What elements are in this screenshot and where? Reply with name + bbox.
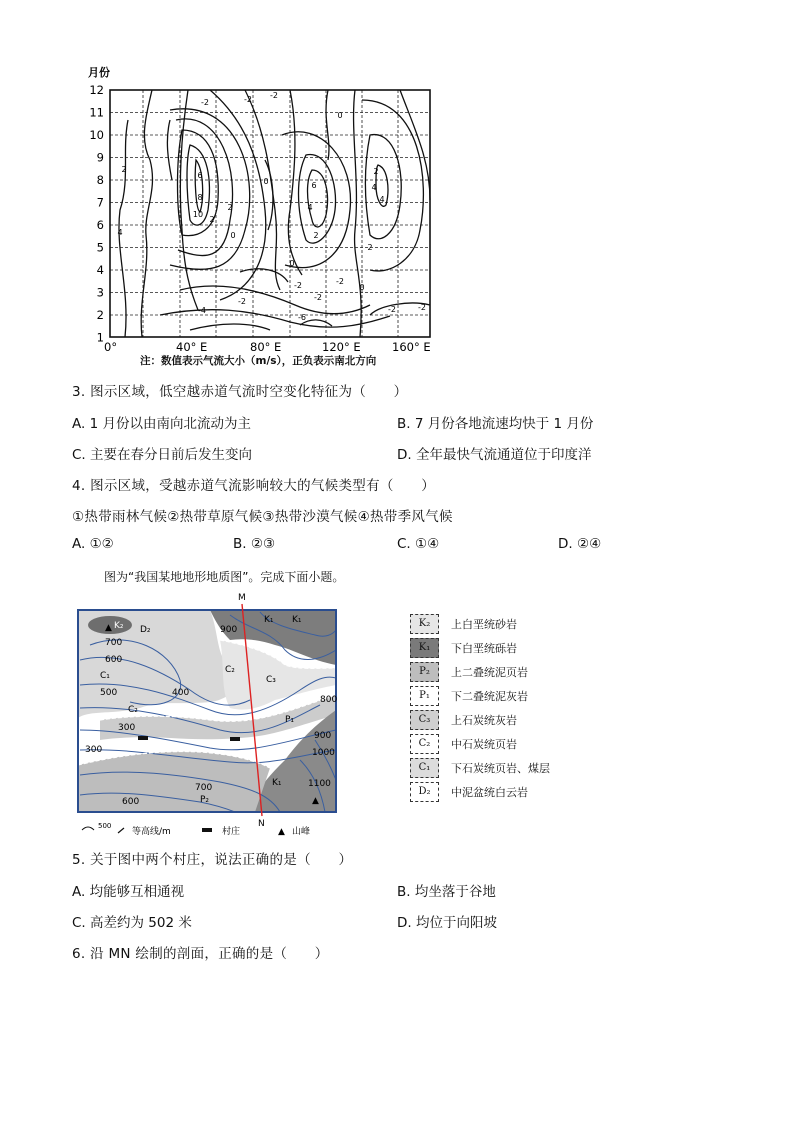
svg-text:600: 600 (105, 655, 123, 665)
svg-text:-2: -2 (388, 305, 396, 314)
svg-text:4: 4 (117, 228, 123, 237)
svg-text:900: 900 (220, 625, 238, 635)
svg-text:C₂: C₂ (225, 665, 235, 675)
svg-text:-2: -2 (314, 293, 322, 302)
question-3-option-a[interactable]: A. 1 月份以由南向北流动为主 (72, 416, 251, 432)
grid (110, 90, 430, 337)
question-4-stem: 4. 图示区域，受越赤道气流影响较大的气候类型有（ ） (72, 478, 436, 494)
month-ticks (89, 83, 104, 345)
svg-text:-2: -2 (336, 277, 344, 286)
question-4-option-b[interactable]: B. ②③ (233, 536, 276, 552)
map-key (82, 822, 310, 837)
svg-text:400: 400 (172, 688, 190, 698)
question-4-option-c[interactable]: C. ①④ (397, 536, 440, 552)
svg-text:300: 300 (85, 745, 103, 755)
svg-text:-2: -2 (418, 303, 426, 312)
svg-text:1000: 1000 (312, 748, 335, 758)
svg-text:0: 0 (263, 177, 269, 186)
question-5-option-c[interactable]: C. 高差约为 502 米 (72, 915, 192, 931)
question-5-stem: 5. 关于图中两个村庄，说法正确的是（ ） (72, 852, 353, 868)
village-2-marker (230, 737, 240, 741)
y-axis-label: 月份 (88, 66, 110, 79)
question-4-option-d[interactable]: D. ②④ (558, 536, 602, 552)
svg-text:-2: -2 (238, 297, 246, 306)
figure-geologic-map (70, 590, 550, 840)
svg-text:10: 10 (192, 210, 204, 219)
svg-text:120° E: 120° E (322, 340, 361, 354)
contour-labels (117, 91, 426, 322)
svg-text:P₁: P₁ (285, 715, 295, 725)
contour-lines (119, 90, 430, 337)
question-3-stem: 3. 图示区域，低空越赤道气流时空变化特征为（ ） (72, 384, 408, 400)
svg-text:6: 6 (311, 181, 317, 190)
svg-text:40° E: 40° E (176, 340, 208, 354)
key-contour-value: 500 (98, 822, 112, 830)
question-5-option-a[interactable]: A. 均能够互相通视 (72, 884, 185, 900)
legend-item: P₁ 下二叠统泥灰岩 (410, 686, 570, 706)
svg-text:80° E: 80° E (250, 340, 282, 354)
svg-text:0: 0 (359, 283, 365, 292)
svg-text:2: 2 (313, 231, 319, 240)
month-tick: 2 (96, 308, 104, 322)
key-contour-label: 等高线/m (132, 827, 171, 837)
figure-cross-equatorial-flow (70, 60, 450, 370)
month-tick: 11 (89, 105, 104, 120)
svg-text:6: 6 (197, 171, 203, 180)
peak-se-marker: ▲ (312, 796, 319, 806)
key-village-label: 村庄 (222, 827, 241, 837)
month-tick: 5 (96, 240, 104, 255)
question-4-items: ①热带雨林气候②热带草原气候③热带沙漠气候④热带季风气候 (72, 509, 453, 525)
map-intro: 图为“我国某地地形地质图”。完成下面小题。 (104, 570, 345, 584)
question-3-option-d[interactable]: D. 全年最快气流通道位于印度洋 (397, 447, 592, 463)
label-n: N (258, 819, 265, 829)
svg-text:700: 700 (195, 783, 213, 793)
month-tick: 1 (96, 330, 104, 345)
svg-text:0: 0 (337, 111, 343, 120)
svg-text:900: 900 (314, 731, 332, 741)
svg-text:0: 0 (289, 259, 295, 268)
svg-text:C₂: C₂ (128, 705, 138, 715)
svg-text:300: 300 (118, 723, 136, 733)
svg-text:4: 4 (307, 203, 313, 212)
svg-text:C₁: C₁ (100, 671, 110, 681)
svg-text:-4: -4 (198, 306, 206, 315)
month-tick: 3 (96, 285, 104, 300)
peak-nw-marker: ▲ (105, 623, 112, 633)
legend-item: K₂ 上白垩统砂岩 (410, 614, 570, 634)
longitude-ticks (104, 340, 431, 354)
month-tick: 9 (96, 150, 104, 165)
svg-text:K₁: K₁ (264, 615, 274, 625)
svg-text:▲: ▲ (278, 827, 285, 837)
svg-text:-2: -2 (294, 281, 302, 290)
svg-text:-2: -2 (270, 91, 278, 100)
question-6-stem: 6. 沿 MN 绘制的剖面，正确的是（ ） (72, 946, 329, 962)
contour-chart (70, 60, 450, 370)
svg-text:2: 2 (373, 167, 379, 176)
legend-item: P₂ 上二叠统泥页岩 (410, 662, 570, 682)
month-tick: 12 (89, 83, 104, 97)
svg-text:500: 500 (100, 688, 118, 698)
svg-text:160° E: 160° E (392, 340, 431, 354)
svg-text:4: 4 (371, 183, 377, 192)
label-m: M (238, 593, 246, 603)
svg-text:C₃: C₃ (266, 675, 276, 685)
legend-item: C₃ 上石炭统灰岩 (410, 710, 570, 730)
svg-text:800: 800 (320, 695, 338, 705)
svg-text:0°: 0° (104, 340, 118, 354)
figure-note: 注：数值表示气流大小（m/s），正负表示南北方向 (140, 355, 377, 367)
svg-text:2: 2 (209, 215, 215, 224)
month-tick: 8 (96, 173, 104, 187)
svg-text:4: 4 (379, 195, 385, 204)
svg-text:2: 2 (367, 243, 373, 252)
svg-text:700: 700 (105, 638, 123, 648)
svg-text:D₂: D₂ (140, 625, 151, 635)
month-tick: 6 (96, 218, 104, 232)
question-5-option-b[interactable]: B. 均坐落于谷地 (397, 884, 496, 900)
question-3-option-c[interactable]: C. 主要在春分日前后发生变向 (72, 447, 253, 463)
svg-text:-6: -6 (298, 313, 306, 322)
svg-text:2: 2 (121, 165, 127, 174)
svg-text:0: 0 (230, 231, 236, 240)
legend-item: C₁ 下石炭统页岩、煤层 (410, 758, 570, 778)
legend-item: C₂ 中石炭统页岩 (410, 734, 570, 754)
svg-text:1100: 1100 (308, 779, 331, 789)
svg-text:2: 2 (227, 203, 233, 212)
svg-text:K₁: K₁ (272, 778, 282, 788)
svg-text:K₂: K₂ (114, 621, 124, 631)
svg-text:600: 600 (122, 797, 140, 807)
svg-text:P₂: P₂ (200, 795, 210, 805)
svg-text:8: 8 (197, 193, 203, 202)
key-peak-label: 山峰 (292, 827, 311, 837)
month-tick: 7 (96, 195, 104, 210)
svg-text:K₁: K₁ (292, 615, 302, 625)
question-5-option-d[interactable]: D. 均位于向阳坡 (397, 915, 497, 931)
month-tick: 10 (89, 128, 104, 142)
month-tick: 4 (96, 263, 104, 277)
legend-item: K₁ 下白垩统砾岩 (410, 638, 570, 658)
svg-text:-2: -2 (244, 95, 252, 104)
village-1-marker (138, 736, 148, 740)
legend-item: D₂ 中泥盆统白云岩 (410, 782, 570, 802)
plot-frame (110, 90, 430, 337)
question-4-option-a[interactable]: A. ①② (72, 536, 114, 552)
question-3-option-b[interactable]: B. 7 月份各地流速均快于 1 月份 (397, 416, 594, 432)
svg-text:-2: -2 (201, 98, 209, 107)
